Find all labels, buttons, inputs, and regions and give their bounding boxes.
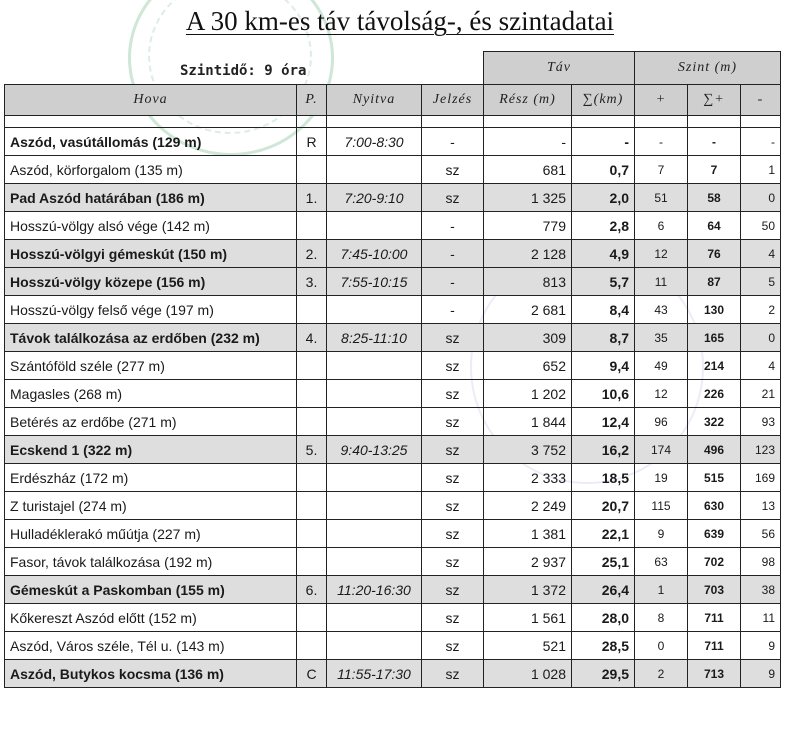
cell-place: Hosszú-völgy közepe (156 m): [5, 268, 297, 296]
cell-marking: -: [422, 212, 484, 240]
cell-opening: 9:40-13:25: [327, 436, 422, 464]
cell-opening: [327, 464, 422, 492]
table-row: [5, 240, 781, 268]
cell-place: Aszód, körforgalom (135 m): [5, 156, 297, 184]
col-header-down: -: [741, 85, 781, 116]
cell-up: 7: [635, 156, 688, 184]
page-title: A 30 km-es táv távolság-, és szintadatai: [185, 6, 615, 36]
table-row: [5, 128, 781, 156]
cell-cumulative: 0,7: [572, 156, 635, 184]
table-row: [5, 576, 781, 604]
table-row: [5, 156, 781, 184]
cell-up: 2: [635, 660, 688, 688]
cell-point: 1.: [297, 184, 327, 212]
cell-opening: 7:00-8:30: [327, 128, 422, 156]
cell-cum-up: 165: [688, 324, 741, 352]
cell-part: 779: [484, 212, 572, 240]
cell-down: -: [741, 128, 781, 156]
cell-cumulative: 28,0: [572, 604, 635, 632]
cell-cumulative: 2,8: [572, 212, 635, 240]
cell-cumulative: 29,5: [572, 660, 635, 688]
cell-opening: [327, 352, 422, 380]
cell-place: Hosszú-völgy alsó vége (142 m): [5, 212, 297, 240]
cell-place: Szántóföld széle (277 m): [5, 352, 297, 380]
cell-up: 12: [635, 240, 688, 268]
cell-part: 1 561: [484, 604, 572, 632]
cell-cumulative: 9,4: [572, 352, 635, 380]
cell-marking: sz: [422, 436, 484, 464]
cell-place: Hulladéklerakó műútja (227 m): [5, 520, 297, 548]
cell-down: 56: [741, 520, 781, 548]
table-row: [5, 492, 781, 520]
cell-cumulative: 4,9: [572, 240, 635, 268]
cell-cum-up: 639: [688, 520, 741, 548]
cell-point: [297, 520, 327, 548]
cell-cum-up: 87: [688, 268, 741, 296]
cell-marking: sz: [422, 352, 484, 380]
cell-opening: 7:20-9:10: [327, 184, 422, 212]
cell-place: Erdészház (172 m): [5, 464, 297, 492]
cell-down: 0: [741, 184, 781, 212]
cell-opening: [327, 604, 422, 632]
table-row: [5, 464, 781, 492]
cell-point: 6.: [297, 576, 327, 604]
cell-point: 3.: [297, 268, 327, 296]
cell-opening: 7:55-10:15: [327, 268, 422, 296]
cell-opening: 7:45-10:00: [327, 240, 422, 268]
cell-down: 21: [741, 380, 781, 408]
cell-down: 123: [741, 436, 781, 464]
cell-down: 11: [741, 604, 781, 632]
cell-down: 5: [741, 268, 781, 296]
cell-up: 35: [635, 324, 688, 352]
cell-part: 521: [484, 632, 572, 660]
cell-point: C: [297, 660, 327, 688]
cell-marking: sz: [422, 660, 484, 688]
cell-marking: sz: [422, 520, 484, 548]
cell-place: Hosszú-völgy felső vége (197 m): [5, 296, 297, 324]
cell-cum-up: 713: [688, 660, 741, 688]
cell-place: Betérés az erdőbe (271 m): [5, 408, 297, 436]
cell-up: 96: [635, 408, 688, 436]
cell-marking: sz: [422, 548, 484, 576]
cell-part: 2 333: [484, 464, 572, 492]
cell-marking: sz: [422, 632, 484, 660]
cell-part: 1 844: [484, 408, 572, 436]
cell-point: [297, 408, 327, 436]
cell-marking: sz: [422, 576, 484, 604]
cell-cumulative: 12,4: [572, 408, 635, 436]
col-header-cumulative: ∑(km): [572, 85, 635, 116]
cell-part: 1 372: [484, 576, 572, 604]
cell-place: Aszód, vasútállomás (129 m): [5, 128, 297, 156]
cell-part: 652: [484, 352, 572, 380]
cell-part: 2 681: [484, 296, 572, 324]
cell-marking: sz: [422, 380, 484, 408]
cell-marking: sz: [422, 464, 484, 492]
cell-cumulative: 8,4: [572, 296, 635, 324]
cell-up: 0: [635, 632, 688, 660]
col-header-part: Rész (m): [484, 85, 572, 116]
cell-cum-up: 322: [688, 408, 741, 436]
cell-opening: [327, 212, 422, 240]
cell-down: 13: [741, 492, 781, 520]
cell-up: 1: [635, 576, 688, 604]
cell-marking: sz: [422, 408, 484, 436]
cell-place: Aszód, Város széle, Tél u. (143 m): [5, 632, 297, 660]
cell-opening: [327, 296, 422, 324]
cell-up: 43: [635, 296, 688, 324]
cell-place: Távok találkozása az erdőben (232 m): [5, 324, 297, 352]
cell-cumulative: 18,5: [572, 464, 635, 492]
cell-place: Gémeskút a Paskomban (155 m): [5, 576, 297, 604]
col-header-cum-up: ∑+: [688, 85, 741, 116]
cell-cumulative: 10,6: [572, 380, 635, 408]
distance-elevation-table: [4, 51, 781, 688]
cell-point: [297, 548, 327, 576]
cell-cum-up: 130: [688, 296, 741, 324]
cell-marking: sz: [422, 604, 484, 632]
cell-cumulative: 16,2: [572, 436, 635, 464]
table-row: [5, 380, 781, 408]
cell-marking: sz: [422, 324, 484, 352]
cell-up: 49: [635, 352, 688, 380]
cell-point: [297, 380, 327, 408]
elevation-group-header: Szint (m): [635, 52, 781, 85]
cell-point: 5.: [297, 436, 327, 464]
cell-down: 93: [741, 408, 781, 436]
cell-place: Pad Aszód határában (186 m): [5, 184, 297, 212]
col-header-place: Hova: [5, 85, 297, 116]
table-row: [5, 296, 781, 324]
table-row: [5, 212, 781, 240]
cell-opening: 8:25-11:10: [327, 324, 422, 352]
cell-down: 1: [741, 156, 781, 184]
cell-up: 51: [635, 184, 688, 212]
cell-part: -: [484, 128, 572, 156]
cell-marking: -: [422, 268, 484, 296]
cell-down: 50: [741, 212, 781, 240]
cell-cumulative: 2,0: [572, 184, 635, 212]
cell-cum-up: 58: [688, 184, 741, 212]
cell-part: 2 249: [484, 492, 572, 520]
header-blank: [5, 52, 484, 85]
cell-up: 9: [635, 520, 688, 548]
cell-place: Z turistajel (274 m): [5, 492, 297, 520]
cell-part: 813: [484, 268, 572, 296]
cell-up: 8: [635, 604, 688, 632]
cell-place: Aszód, Butykos kocsma (136 m): [5, 660, 297, 688]
cell-opening: [327, 156, 422, 184]
table-row: [5, 268, 781, 296]
cell-point: [297, 464, 327, 492]
cell-point: [297, 604, 327, 632]
table-row: [5, 604, 781, 632]
cell-place: Kőkereszt Aszód előtt (152 m): [5, 604, 297, 632]
time-limit-text: Szintidő: 9 óra: [180, 63, 307, 79]
cell-place: Hosszú-völgyi gémeskút (150 m): [5, 240, 297, 268]
cell-cumulative: 25,1: [572, 548, 635, 576]
cell-cumulative: 5,7: [572, 268, 635, 296]
table-row: [5, 184, 781, 212]
table-row: [5, 548, 781, 576]
cell-point: [297, 352, 327, 380]
cell-opening: 11:20-16:30: [327, 576, 422, 604]
cell-cum-up: 214: [688, 352, 741, 380]
cell-down: 4: [741, 352, 781, 380]
cell-point: [297, 296, 327, 324]
col-header-marking: Jelzés: [422, 85, 484, 116]
distance-group-header: Táv: [484, 52, 635, 85]
cell-opening: 11:55-17:30: [327, 660, 422, 688]
cell-point: 4.: [297, 324, 327, 352]
cell-part: 2 937: [484, 548, 572, 576]
cell-up: -: [635, 128, 688, 156]
cell-place: Ecskend 1 (322 m): [5, 436, 297, 464]
cell-point: [297, 492, 327, 520]
cell-marking: -: [422, 296, 484, 324]
cell-cum-up: 702: [688, 548, 741, 576]
cell-opening: [327, 408, 422, 436]
cell-up: 6: [635, 212, 688, 240]
cell-cum-up: 7: [688, 156, 741, 184]
cell-cumulative: 22,1: [572, 520, 635, 548]
cell-part: 681: [484, 156, 572, 184]
col-header-opening: Nyitva: [327, 85, 422, 116]
cell-part: 309: [484, 324, 572, 352]
table-row: [5, 520, 781, 548]
cell-point: 2.: [297, 240, 327, 268]
cell-cum-up: 76: [688, 240, 741, 268]
cell-cumulative: 26,4: [572, 576, 635, 604]
cell-cumulative: 28,5: [572, 632, 635, 660]
cell-up: 115: [635, 492, 688, 520]
col-header-up: +: [635, 85, 688, 116]
cell-point: R: [297, 128, 327, 156]
table-body: [5, 116, 781, 688]
cell-cum-up: 711: [688, 632, 741, 660]
cell-marking: -: [422, 128, 484, 156]
cell-down: 0: [741, 324, 781, 352]
cell-part: 1 381: [484, 520, 572, 548]
cell-down: 2: [741, 296, 781, 324]
cell-down: 9: [741, 632, 781, 660]
table-row: [5, 324, 781, 352]
table-row: [5, 436, 781, 464]
cell-cumulative: 20,7: [572, 492, 635, 520]
cell-opening: [327, 492, 422, 520]
cell-cum-up: 515: [688, 464, 741, 492]
cell-point: [297, 212, 327, 240]
cell-down: 4: [741, 240, 781, 268]
cell-cumulative: -: [572, 128, 635, 156]
cell-down: 98: [741, 548, 781, 576]
cell-opening: [327, 520, 422, 548]
cell-cum-up: 630: [688, 492, 741, 520]
table-row: [5, 408, 781, 436]
cell-opening: [327, 380, 422, 408]
cell-part: 2 128: [484, 240, 572, 268]
cell-up: 11: [635, 268, 688, 296]
cell-place: Magasles (268 m): [5, 380, 297, 408]
cell-up: 174: [635, 436, 688, 464]
cell-point: [297, 156, 327, 184]
cell-marking: sz: [422, 156, 484, 184]
cell-marking: -: [422, 240, 484, 268]
cell-cum-up: 496: [688, 436, 741, 464]
spacer-row: [5, 116, 781, 128]
cell-cum-up: 711: [688, 604, 741, 632]
cell-up: 63: [635, 548, 688, 576]
cell-up: 12: [635, 380, 688, 408]
cell-part: 1 202: [484, 380, 572, 408]
cell-opening: [327, 548, 422, 576]
cell-marking: sz: [422, 184, 484, 212]
cell-place: Fasor, távok találkozása (192 m): [5, 548, 297, 576]
table-row: [5, 632, 781, 660]
cell-down: 38: [741, 576, 781, 604]
cell-part: 1 028: [484, 660, 572, 688]
cell-cum-up: -: [688, 128, 741, 156]
cell-cum-up: 703: [688, 576, 741, 604]
cell-marking: sz: [422, 492, 484, 520]
table-row: [5, 352, 781, 380]
cell-point: [297, 632, 327, 660]
cell-down: 169: [741, 464, 781, 492]
cell-up: 19: [635, 464, 688, 492]
table-row: [5, 660, 781, 688]
cell-opening: [327, 632, 422, 660]
cell-cum-up: 64: [688, 212, 741, 240]
cell-cumulative: 8,7: [572, 324, 635, 352]
col-header-point: P.: [297, 85, 327, 116]
cell-cum-up: 226: [688, 380, 741, 408]
cell-down: 9: [741, 660, 781, 688]
cell-part: 3 752: [484, 436, 572, 464]
cell-part: 1 325: [484, 184, 572, 212]
